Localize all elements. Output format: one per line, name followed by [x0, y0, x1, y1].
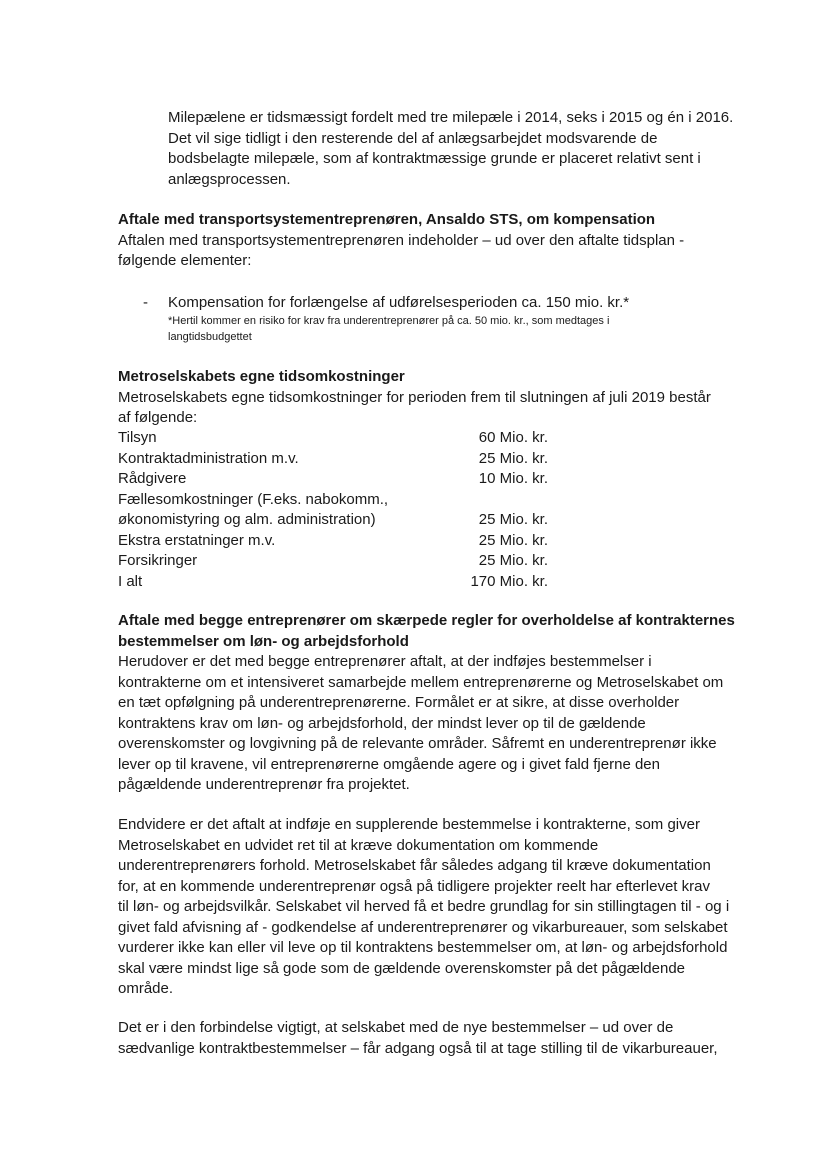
bullet-dash: -: [143, 294, 148, 311]
cost-amount: 170 Mio. kr.: [470, 572, 548, 590]
wages-para2-line: Metroselskabet en udvidet ret til at kræve dokumentation om kommende: [118, 836, 599, 854]
bullet-text: Kompensation for forlængelse af udførelsesperioden ca. 150 mio. kr.*: [168, 294, 630, 311]
wages-para1-line: lever op til kravene, vil entreprenørerne omgående agere og i givet fald fjerne den: [118, 755, 660, 773]
cost-label: Rådgivere: [118, 470, 187, 487]
cost-label: Ekstra erstatninger m.v.: [118, 531, 276, 549]
wages-para2-line: underentreprenørers forhold. Metroselskabet får således adgang til kræve dokumentation: [118, 857, 711, 874]
wages-para1-line: Herudover er det med begge entreprenører aftalt, at der indføjes bestemmelser i: [118, 653, 652, 670]
wages-paragraph-3: [118, 1018, 758, 1059]
cost-label: Kontraktadministration m.v.: [118, 449, 299, 467]
costs-section: [118, 367, 758, 429]
footnote-line: *Hertil kommer en risiko for krav fra underentreprenører på ca. 50 mio. kr., som medtages i: [168, 315, 610, 327]
costs-heading: Metroselskabets egne tidsomkostninger: [118, 368, 405, 385]
wages-para1-line: kontrakterne om et intensiveret samarbejde mellem entreprenørerne og Metroselskabet om: [118, 673, 724, 691]
wages-para2-line: til løn- og arbejdsvilkår. Selskabet vil herved få et bedre grundlag for sin stillingtagen til - og i: [118, 898, 730, 915]
wages-para3-line: sædvanlige kontraktbestemmelser – får adgang også til at tage stilling til de vikarbureauer,: [118, 1039, 718, 1057]
wages-para2-line: skal være mindst lige så gode som de gældende overenskomster på det pågældende: [118, 959, 685, 977]
costs-body-line: af følgende:: [118, 409, 198, 426]
cost-amount: 25 Mio. kr.: [478, 531, 548, 549]
wages-para2-line: Endvidere er det aftalt at indføje en supplerende bestemmelse i kontrakterne, som giver: [118, 816, 700, 833]
cost-row: [118, 490, 548, 531]
cost-row-total: [118, 572, 548, 593]
transport-body-line: Aftalen med transportsystementreprenøren indeholder – ud over den aftalte tidsplan -: [118, 231, 685, 249]
wages-para3-line: Det er i den forbindelse vigtigt, at selskabet med de nye bestemmelser – ud over de: [118, 1019, 674, 1036]
transport-heading: Aftale med transportsystementreprenøren, Ansaldo STS, om kompensation: [118, 211, 656, 228]
footnote: [168, 314, 758, 345]
cost-amount: 60 Mio. kr.: [478, 429, 548, 446]
wages-para1-line: en tæt opfølgning på underentreprenørerne. Formålet er at sikre, at disse overholder: [118, 694, 680, 711]
wages-para2-line: område.: [118, 980, 174, 997]
cost-label: Fællesomkostninger (F.eks. nabokomm., økonomistyring og alm. administration): [118, 490, 389, 528]
wages-paragraph-2: [118, 815, 758, 1000]
cost-label: I alt: [118, 572, 143, 590]
costs-body-line: Metroselskabets egne tidsomkostninger for perioden frem til slutningen af juli 2019 består: [118, 388, 711, 406]
wages-section: [118, 611, 758, 796]
wages-para2-line: givet fald afvisning af - godkendelse af underentreprenører og vikarbureauer, som selskabet: [118, 918, 728, 936]
cost-row: [118, 449, 548, 470]
intro-paragraph: [168, 108, 758, 190]
wages-para2-line: for, at en kommende underentreprenør også på tidligere projekter reelt har efterlevet krav: [118, 877, 710, 895]
cost-label: Forsikringer: [118, 552, 198, 569]
transport-body-line: følgende elementer:: [118, 252, 252, 269]
footnote-line: langtidsbudgettet: [168, 330, 252, 343]
cost-row: [118, 531, 548, 552]
intro-line: bodsbelagte milepæle, som af kontraktmæssige grunde er placeret relativt sent i: [168, 150, 701, 167]
cost-amount: 10 Mio. kr.: [478, 470, 548, 487]
wages-para2-line: vurderer ikke kan eller vil leve op til kontraktens bestemmelser om, at løn- og arbejdsforhold: [118, 939, 728, 956]
cost-row: [118, 469, 548, 490]
wages-para1-line: overenskomster og lovgivning på de relevante områder. Såfremt en underentreprenør ikke: [118, 735, 717, 752]
wages-para1-line: pågældende underentreprenør fra projektet.: [118, 776, 410, 793]
cost-table: [118, 428, 548, 592]
intro-line: Det vil sige tidligt i den resterende del af anlægsarbejdet modsvarende de: [168, 129, 658, 147]
intro-line: anlægsprocessen.: [168, 170, 291, 188]
wages-heading-line: Aftale med begge entreprenører om skærpede regler for overholdelse af kontrakternes: [118, 612, 735, 629]
cost-amount: 25 Mio. kr.: [478, 552, 548, 569]
transport-section: [118, 210, 758, 272]
cost-amount: 25 Mio. kr.: [478, 511, 548, 528]
wages-para1-line: kontraktens krav om løn- og arbejdsforhold, der mindst lever op til de gældende: [118, 714, 646, 732]
cost-label: Tilsyn: [118, 429, 157, 446]
cost-row: [118, 428, 548, 449]
cost-amount: 25 Mio. kr.: [478, 449, 548, 467]
cost-row: [118, 551, 548, 572]
bullet-item: [168, 293, 758, 314]
intro-line: Milepælene er tidsmæssigt fordelt med tre milepæle i 2014, seks i 2015 og én i 2016.: [168, 109, 734, 126]
wages-heading-line: bestemmelser om løn- og arbejdsforhold: [118, 632, 409, 650]
